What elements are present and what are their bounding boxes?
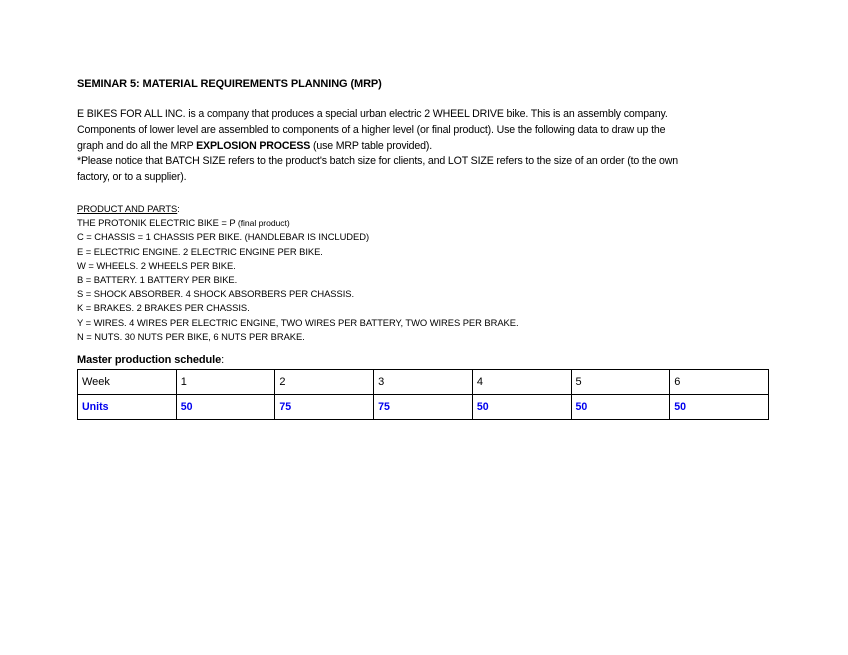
intro-text: graph and do all the MRP (77, 139, 197, 152)
intro-emphasis: EXPLOSION PROCESS (196, 139, 311, 152)
product-parts-list (77, 202, 771, 344)
table-cell: 50 (670, 395, 769, 420)
part-item: S = SHOCK ABSORBER. 4 SHOCK ABSORBERS PER CHASSIS. (77, 288, 355, 300)
part-item: B = BATTERY. 1 BATTERY PER BIKE. (77, 274, 238, 285)
master-production-schedule-table (77, 369, 769, 420)
final-product-note: (final product) (237, 218, 290, 229)
table-cell: 5 (571, 370, 670, 395)
table-cell: Units (78, 395, 177, 420)
intro-line: Components of lower level are assembled to components of a higher level (or final product). Use the following data to draw up the (77, 123, 666, 136)
table-cell: Week (78, 370, 177, 395)
mps-title-colon: : (221, 354, 225, 367)
table-cell: 50 (571, 395, 670, 420)
mps-heading (77, 353, 771, 367)
part-item: Y = WIRES. 4 WIRES PER ELECTRIC ENGINE, TWO WIRES PER BATTERY, TWO WIRES PER BRAKE. (77, 316, 519, 328)
intro-line: E BIKES FOR ALL INC. is a company that produces a special urban electric 2 WHEEL DRIVE bike. This is an assembly company. (77, 108, 668, 120)
table-cell: 2 (275, 370, 374, 395)
intro-note-line: factory, or to a supplier). (77, 171, 187, 184)
intro-text: (use MRP table provided). (310, 139, 433, 152)
part-item: N = NUTS. 30 NUTS PER BIKE, 6 NUTS PER BRAKE. (77, 330, 305, 342)
intro-note-line: *Please notice that BATCH SIZE refers to the product's batch size for clients, and LOT SIZE refers to the size of an order (to the own (77, 155, 678, 168)
table-cell: 3 (374, 370, 473, 395)
product-parts-heading-line (77, 202, 771, 216)
table-row-week (78, 370, 769, 395)
page-title: SEMINAR 5: MATERIAL REQUIREMENTS PLANNING (MRP) (77, 78, 382, 90)
part-item: C = CHASSIS = 1 CHASSIS PER BIKE. (HANDLEBAR IS INCLUDED) (77, 231, 370, 243)
table-cell: 75 (275, 395, 374, 420)
final-product-text: THE PROTONIK ELECTRIC BIKE = P (77, 217, 238, 229)
table-cell: 6 (670, 370, 769, 395)
part-item: K = BRAKES. 2 BRAKES PER CHASSIS. (77, 302, 250, 314)
table-cell: 50 (176, 395, 275, 420)
document-page (77, 77, 771, 420)
table-cell: 4 (472, 370, 571, 395)
table-row-units (78, 395, 769, 420)
table-cell: 50 (472, 395, 571, 420)
mps-title: Master production schedule (77, 354, 222, 367)
intro-paragraph (77, 107, 771, 186)
table-cell: 1 (176, 370, 275, 395)
intro-line (77, 139, 771, 155)
heading-colon: : (177, 202, 180, 214)
product-parts-heading: PRODUCT AND PARTS (77, 202, 178, 214)
part-item: W = WHEELS. 2 WHEELS PER BIKE. (77, 259, 236, 271)
part-item: E = ELECTRIC ENGINE. 2 ELECTRIC ENGINE PER BIKE. (77, 245, 323, 257)
final-product-line (77, 216, 771, 230)
table-cell: 75 (374, 395, 473, 420)
